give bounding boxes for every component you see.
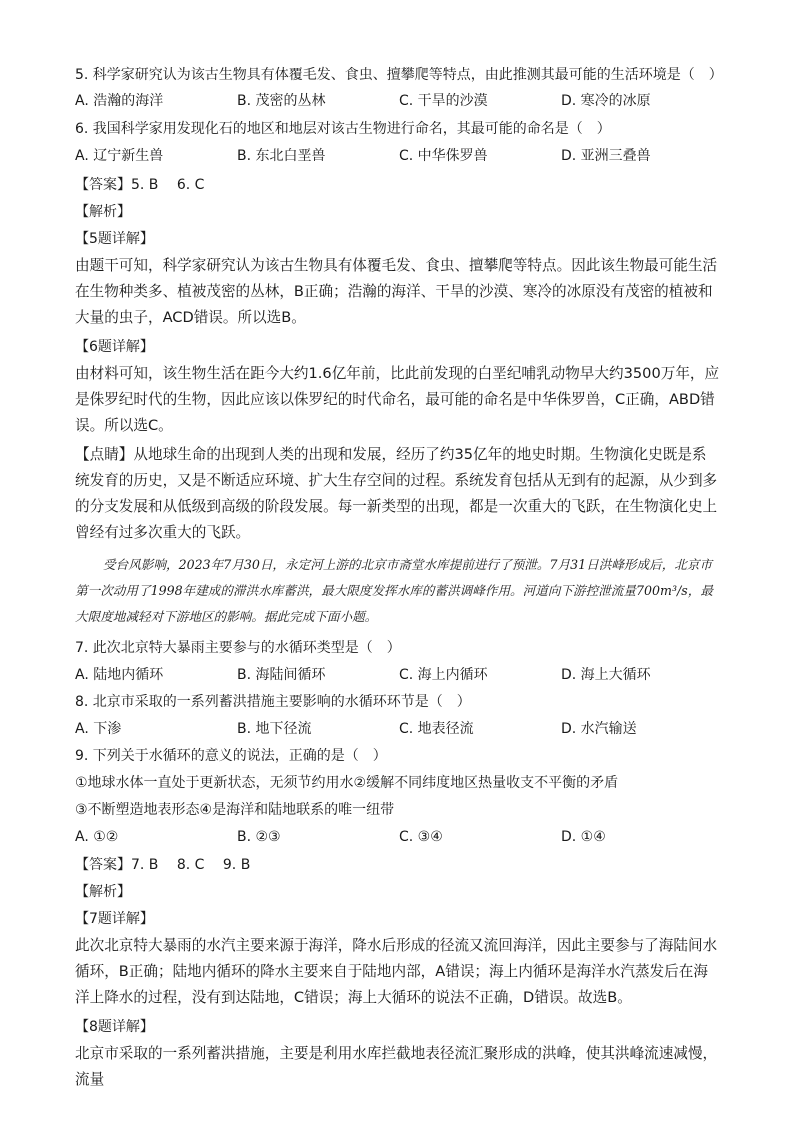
q5-option-d: D. 寒冷的冰原 <box>561 93 651 109</box>
answer-line-2: 【答案】7. B 8. C 9. B <box>75 857 251 873</box>
detail-8-text: 北京市采取的一系列蓄洪措施，主要是利用水库拦截地表径流汇聚形成的洪峰，使其洪峰流速减慢，流量 <box>75 1045 718 1088</box>
detail-5-text: 由题干可知，科学家研究认为该古生物具有体覆毛发、食虫、擅攀爬等特点。因此该生物最可能生活在生物种类多、植被茂密的丛林，B正确；浩瀚的海洋、干旱的沙漠、寒冷的冰原没有茂密的植被和大量的虫子，ACD错误。所以选B。 <box>75 257 718 326</box>
q9-option-a: A. ①② <box>75 829 119 845</box>
detail-7-text: 此次北京特大暴雨的水汽主要来源于海洋，降水后形成的径流又流回海洋，因此主要参与了海陆间水循环，B正确；陆地内循环的降水主要来自于陆地内部，A错误；海上内循环是海洋水汽蒸发后在海洋上降水的过程，没有到达陆地，C错误；海上大循环的说法不正确，D错误。故选B。 <box>75 937 718 1006</box>
detail-6-text: 由材料可知，该生物生活在距今大约1.6亿年前，比此前发现的白垩纪哺乳动物早大约3500万年，应是侏罗纪时代的生物，因此应该以侏罗纪的时代命名，最可能的命名是中华侏罗兽，C正确，ABD错误。所以选C。 <box>75 365 720 434</box>
question-8-stem: 8. 北京市采取的一系列蓄洪措施主要影响的水循环环节是（ ） <box>75 694 471 710</box>
q7-option-a: A. 陆地内循环 <box>75 667 164 683</box>
q6-option-d: D. 亚洲三叠兽 <box>561 148 651 164</box>
detail-7-title: 【7题详解】 <box>75 911 154 927</box>
q7-option-c: C. 海上内循环 <box>399 667 488 683</box>
q6-option-a: A. 辽宁新生兽 <box>75 148 164 164</box>
q8-option-d: D. 水汽输送 <box>561 721 637 737</box>
q6-option-b: B. 东北白垩兽 <box>237 148 326 164</box>
q7-option-b: B. 海陆间循环 <box>237 667 326 683</box>
material-paragraph: 受台风影响，2023年7月30日，永定河上游的北京市斋堂水库提前进行了预泄。7月31日洪峰形成后，北京市第一次动用了1998年建成的滞洪水库蓄洪，最大限度发挥水库的蓄洪调峰作用。河道向下游控泄流量700m³/s，最大限度地减轻对下游地区的影响。据此完成下面小题。 <box>75 557 713 624</box>
analysis-label-2: 【解析】 <box>75 884 131 900</box>
q9-option-c: C. ③④ <box>399 829 443 845</box>
question-5-stem: 5. 科学家研究认为该古生物具有体覆毛发、食虫、擅攀爬等特点，由此推测其最可能的生活环境是（ ） <box>75 67 723 83</box>
question-9-stem: 9. 下列关于水循环的意义的说法，正确的是（ ） <box>75 748 387 764</box>
q8-option-c: C. 地表径流 <box>399 721 474 737</box>
q5-option-c: C. 干旱的沙漠 <box>399 93 488 109</box>
detail-6-title: 【6题详解】 <box>75 339 154 355</box>
question-9-statements-1: ①地球水体一直处于更新状态，无须节约用水②缓解不同纬度地区热量收支不平衡的矛盾 <box>75 775 619 791</box>
detail-8-title: 【8题详解】 <box>75 1019 154 1035</box>
question-9-statements-2: ③不断塑造地表形态④是海洋和陆地联系的唯一纽带 <box>75 802 395 818</box>
detail-5-title: 【5题详解】 <box>75 231 154 247</box>
q5-option-a: A. 浩瀚的海洋 <box>75 93 164 109</box>
q5-option-b: B. 茂密的丛林 <box>237 93 326 109</box>
q9-option-d: D. ①④ <box>561 829 606 845</box>
q8-option-a: A. 下渗 <box>75 721 122 737</box>
question-7-stem: 7. 此次北京特大暴雨主要参与的水循环类型是（ ） <box>75 640 401 656</box>
analysis-label-1: 【解析】 <box>75 204 131 220</box>
answer-line-1: 【答案】5. B 6. C <box>75 177 205 193</box>
q6-option-c: C. 中华侏罗兽 <box>399 148 488 164</box>
q7-option-d: D. 海上大循环 <box>561 667 651 683</box>
question-6-stem: 6. 我国科学家用发现化石的地区和地层对该古生物进行命名，其最可能的命名是（ ） <box>75 121 611 137</box>
tip-paragraph: 【点睛】从地球生命的出现到人类的出现和发展，经历了约35亿年的地史时期。生物演化史既是系统发育的历史，又是不断适应环境、扩大生存空间的过程。系统发育包括从无到有的起源，从少到多的分支发展和从低级到高级的阶段发展。每一新类型的出现，都是一次重大的飞跃，在生物演化史上曾经有过多次重大的飞跃。 <box>75 446 718 541</box>
q9-option-b: B. ②③ <box>237 829 281 845</box>
q8-option-b: B. 地下径流 <box>237 721 312 737</box>
